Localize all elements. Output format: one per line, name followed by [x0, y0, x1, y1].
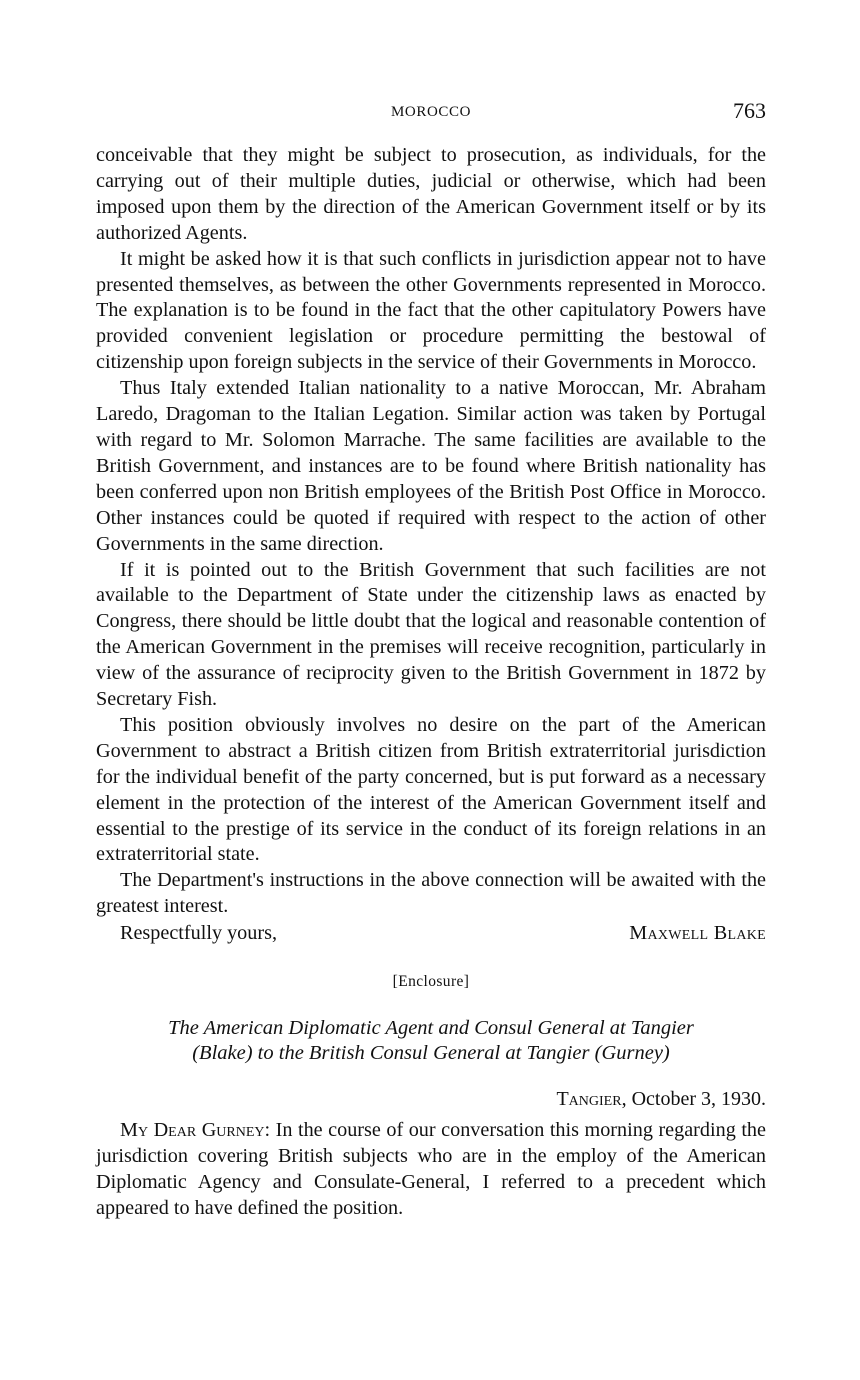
- enclosure-heading-line: The American Diplomatic Agent and Consul General at Tangier: [168, 1017, 694, 1040]
- dateline: [96, 1087, 766, 1113]
- enclosure-heading: [96, 1016, 766, 1066]
- enclosure-label: [Enclosure]: [392, 973, 470, 991]
- paragraph: Thus Italy extended Italian nationality to a native Moroccan, Mr. Abraham Laredo, Dragoman to the Italian Legation. Similar action was taken by Portugal with regard to Mr. Solomon Marrache. The same facilities are available to the British Government, and instances are to be found where British nationality has been conferred upon non British employees of the British Post Office in Morocco. Other instances could be quoted if required with respect to the action of other Governments in the same direction.: [96, 377, 766, 555]
- paragraph-continued: conceivable that they might be subject to prosecution, as individuals, for the carrying out of their multiple duties, judicial or otherwise, which had been imposed upon them by the direction of the American Government itself or by its authorized Agents.: [96, 144, 766, 244]
- paragraph: It might be asked how it is that such conflicts in jurisdiction appear not to have presented themselves, as between the other Governments represented in Morocco. The explanation is to be found in the fact that the other capitulatory Powers have provided convenient legislation or procedure permitting the bestowal of citizenship upon foreign subjects in the service of their Governments in Morocco.: [96, 247, 766, 374]
- salutation-colon: :: [264, 1119, 271, 1141]
- signature: Maxwell Blake: [629, 922, 766, 945]
- enclosure-heading-line: (Blake) to the British Consul General at Tangier (Gurney): [192, 1042, 670, 1065]
- letter-paragraph: [96, 1118, 766, 1222]
- running-header: [96, 100, 766, 130]
- dateline-place: Tangier: [556, 1088, 622, 1111]
- paragraph: If it is pointed out to the British Government that such facilities are not available to the Department of State under the citizenship laws as enacted by Congress, there should be little doubt that the logical and reasonable contention of the American Government in the premises will receive recognition, particularly in view of the assurance of reciprocity given to the British Government in 1872 by Secretary Fish.: [96, 558, 766, 711]
- page-number: 763: [733, 98, 766, 123]
- complimentary-close: Respectfully yours,: [120, 922, 277, 945]
- closing-line: [96, 921, 766, 947]
- paragraph: This position obviously involves no desire on the part of the American Government to abstract a British citizen from British extraterritorial jurisdiction for the individual benefit of the party concerned, but is put forward as a necessary element in the protection of the interest of the American Government itself and essential to the prestige of its service in the conduct of its foreign relations in an extraterritorial state.: [96, 713, 766, 866]
- running-title: MOROCCO: [390, 104, 472, 120]
- body-text: [96, 143, 766, 1222]
- dateline-date: , October 3, 1930.: [621, 1088, 766, 1111]
- salutation: My Dear Gurney: [120, 1119, 265, 1141]
- letter-text: In the course of our conversation this morning regarding the jurisdiction covering British subjects who are in the employ of the American Diplomatic Agency and Consulate-General, I referred to a precedent which appeared to have defined the position.: [96, 1119, 766, 1219]
- paragraph: The Department's instructions in the above connection will be awaited with the greatest interest.: [96, 869, 766, 918]
